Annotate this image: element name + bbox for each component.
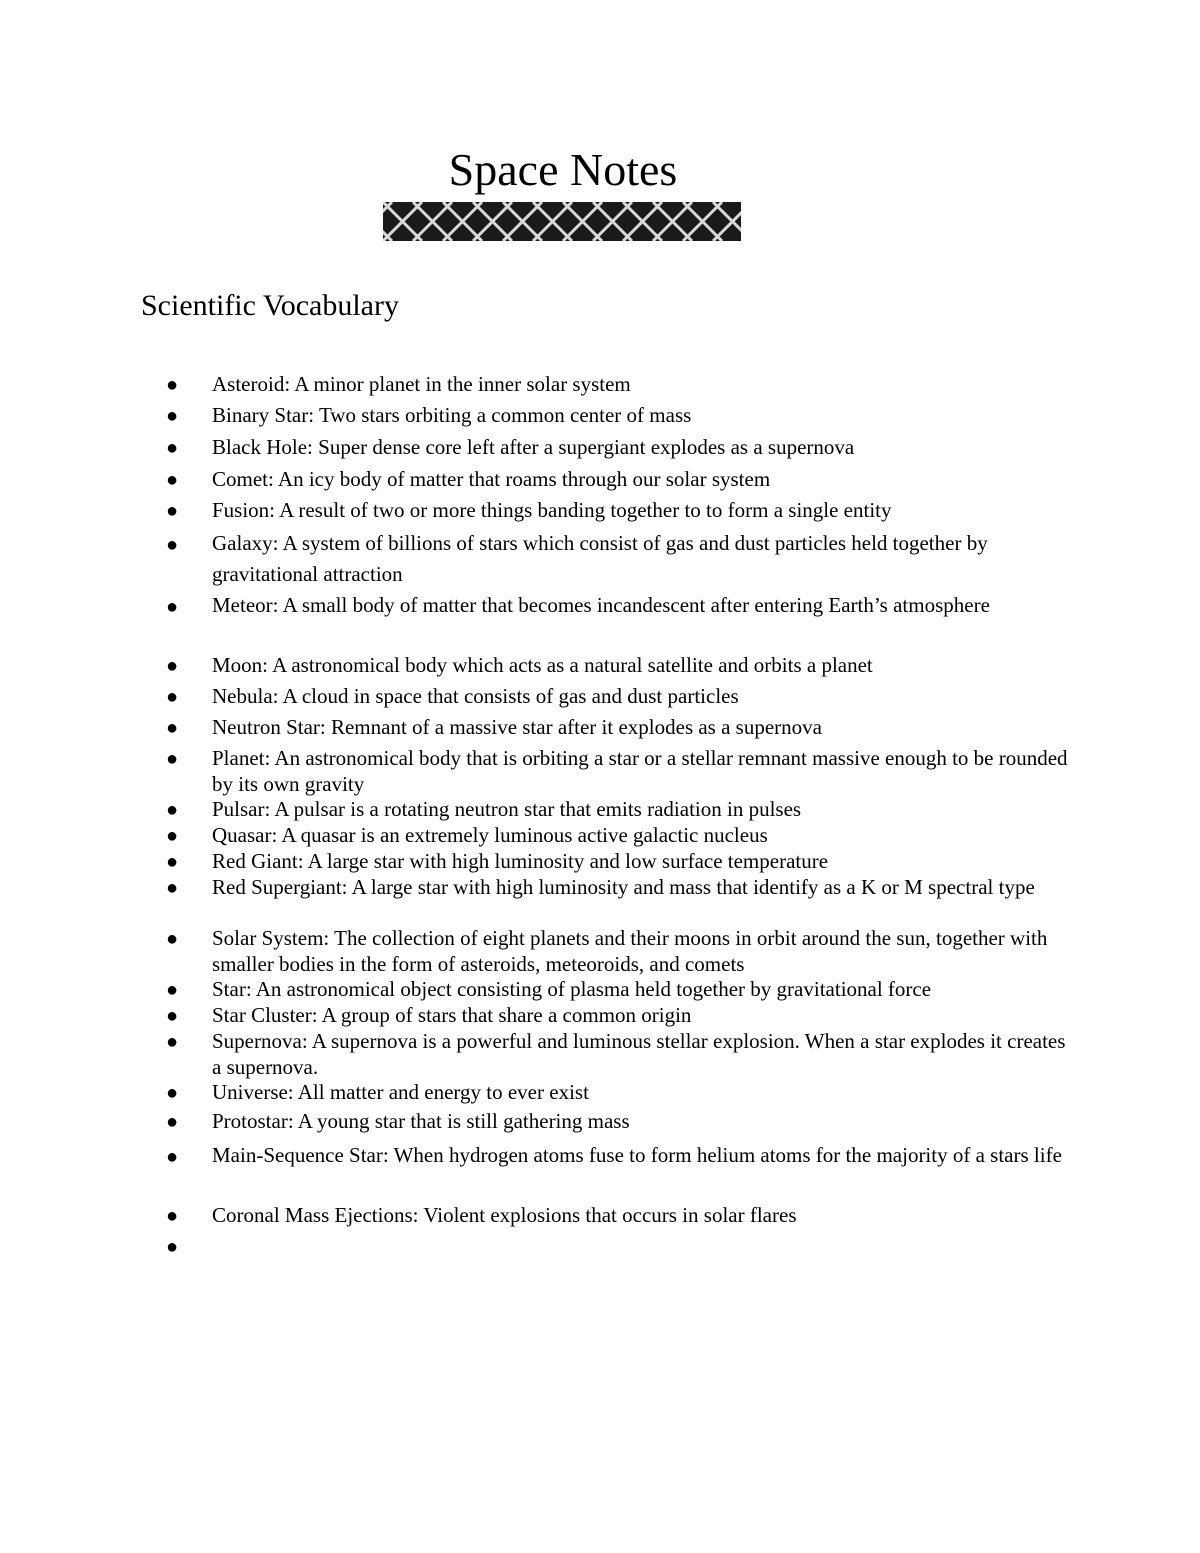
bullet-icon: ●: [165, 1145, 179, 1168]
vocabulary-term: Galaxy: A system of billions of stars which consist of gas and dust particles held together by gravitational attraction: [212, 531, 988, 586]
bullet-icon: ●: [165, 1111, 179, 1133]
decorative-lattice-banner: [383, 202, 741, 241]
bullet-icon: ●: [165, 799, 179, 821]
bullet-icon: ●: [165, 1236, 179, 1258]
page-title: Space Notes: [448, 144, 678, 195]
bullet-icon: ●: [165, 748, 179, 770]
vocabulary-term: Planet: An astronomical body that is orbiting a star or a stellar remnant massive enough to be rounded by its own gravity: [212, 746, 1068, 796]
vocabulary-term: Supernova: A supernova is a powerful and luminous stellar explosion. When a star explodes it creates a supernova.: [212, 1029, 1066, 1079]
vocabulary-term: Meteor: A small body of matter that becomes incandescent after entering Earth’s atmosphere: [212, 593, 990, 617]
vocabulary-term: Quasar: A quasar is an extremely luminous active galactic nucleus: [212, 823, 768, 847]
vocabulary-term: Star: An astronomical object consisting of plasma held together by gravitational force: [212, 977, 932, 1001]
vocabulary-term: Pulsar: A pulsar is a rotating neutron star that emits radiation in pulses: [212, 797, 802, 821]
vocabulary-term: Fusion: A result of two or more things banding together to to form a single entity: [212, 498, 892, 522]
vocabulary-term: Moon: A astronomical body which acts as a natural satellite and orbits a planet: [212, 653, 873, 677]
vocabulary-term: Binary Star: Two stars orbiting a common center of mass: [212, 403, 692, 427]
vocabulary-term: Asteroid: A minor planet in the inner solar system: [212, 372, 631, 396]
bullet-icon: ●: [165, 533, 179, 556]
bullet-icon: ●: [165, 500, 179, 522]
bullet-icon: ●: [165, 825, 179, 847]
vocabulary-term: Neutron Star: Remnant of a massive star after it explodes as a supernova: [212, 715, 822, 739]
bullet-icon: ●: [165, 686, 179, 708]
vocabulary-term: Solar System: The collection of eight planets and their moons in orbit around the sun, together with smaller bodies in the form of asteroids, meteoroids, and comets: [212, 926, 1048, 976]
vocabulary-term: Main-Sequence Star: When hydrogen atoms fuse to form helium atoms for the majority of a stars life: [212, 1143, 1062, 1167]
bullet-icon: ●: [165, 1005, 179, 1027]
bullet-icon: ●: [165, 595, 179, 618]
vocabulary-term: Comet: An icy body of matter that roams through our solar system: [212, 467, 771, 491]
vocabulary-term: Black Hole: Super dense core left after a supergiant explodes as a supernova: [212, 435, 855, 459]
vocabulary-term: Nebula: A cloud in space that consists of gas and dust particles: [212, 684, 739, 708]
bullet-icon: ●: [165, 717, 179, 739]
bullet-icon: ●: [165, 1082, 179, 1104]
vocabulary-term: Coronal Mass Ejections: Violent explosions that occurs in solar flares: [212, 1203, 797, 1227]
section-heading: Scientific Vocabulary: [141, 289, 399, 322]
bullet-icon: ●: [165, 437, 179, 459]
bullet-icon: ●: [165, 928, 179, 950]
vocabulary-term: Star Cluster: A group of stars that share a common origin: [212, 1003, 692, 1027]
bullet-icon: ●: [165, 1031, 179, 1053]
bullet-icon: ●: [165, 405, 179, 427]
bullet-icon: ●: [165, 655, 179, 677]
vocabulary-term: Protostar: A young star that is still gathering mass: [212, 1109, 630, 1133]
bullet-icon: ●: [165, 1205, 179, 1227]
vocabulary-term: Red Supergiant: A large star with high luminosity and mass that identify as a K or M spectral type: [212, 875, 1035, 899]
bullet-icon: ●: [165, 877, 179, 899]
bullet-icon: ●: [165, 374, 179, 396]
vocabulary-term: Red Giant: A large star with high luminosity and low surface temperature: [212, 849, 829, 873]
bullet-icon: ●: [165, 469, 179, 491]
vocabulary-term: Universe: All matter and energy to ever exist: [212, 1080, 589, 1104]
bullet-icon: ●: [165, 979, 179, 1001]
bullet-icon: ●: [165, 851, 179, 873]
